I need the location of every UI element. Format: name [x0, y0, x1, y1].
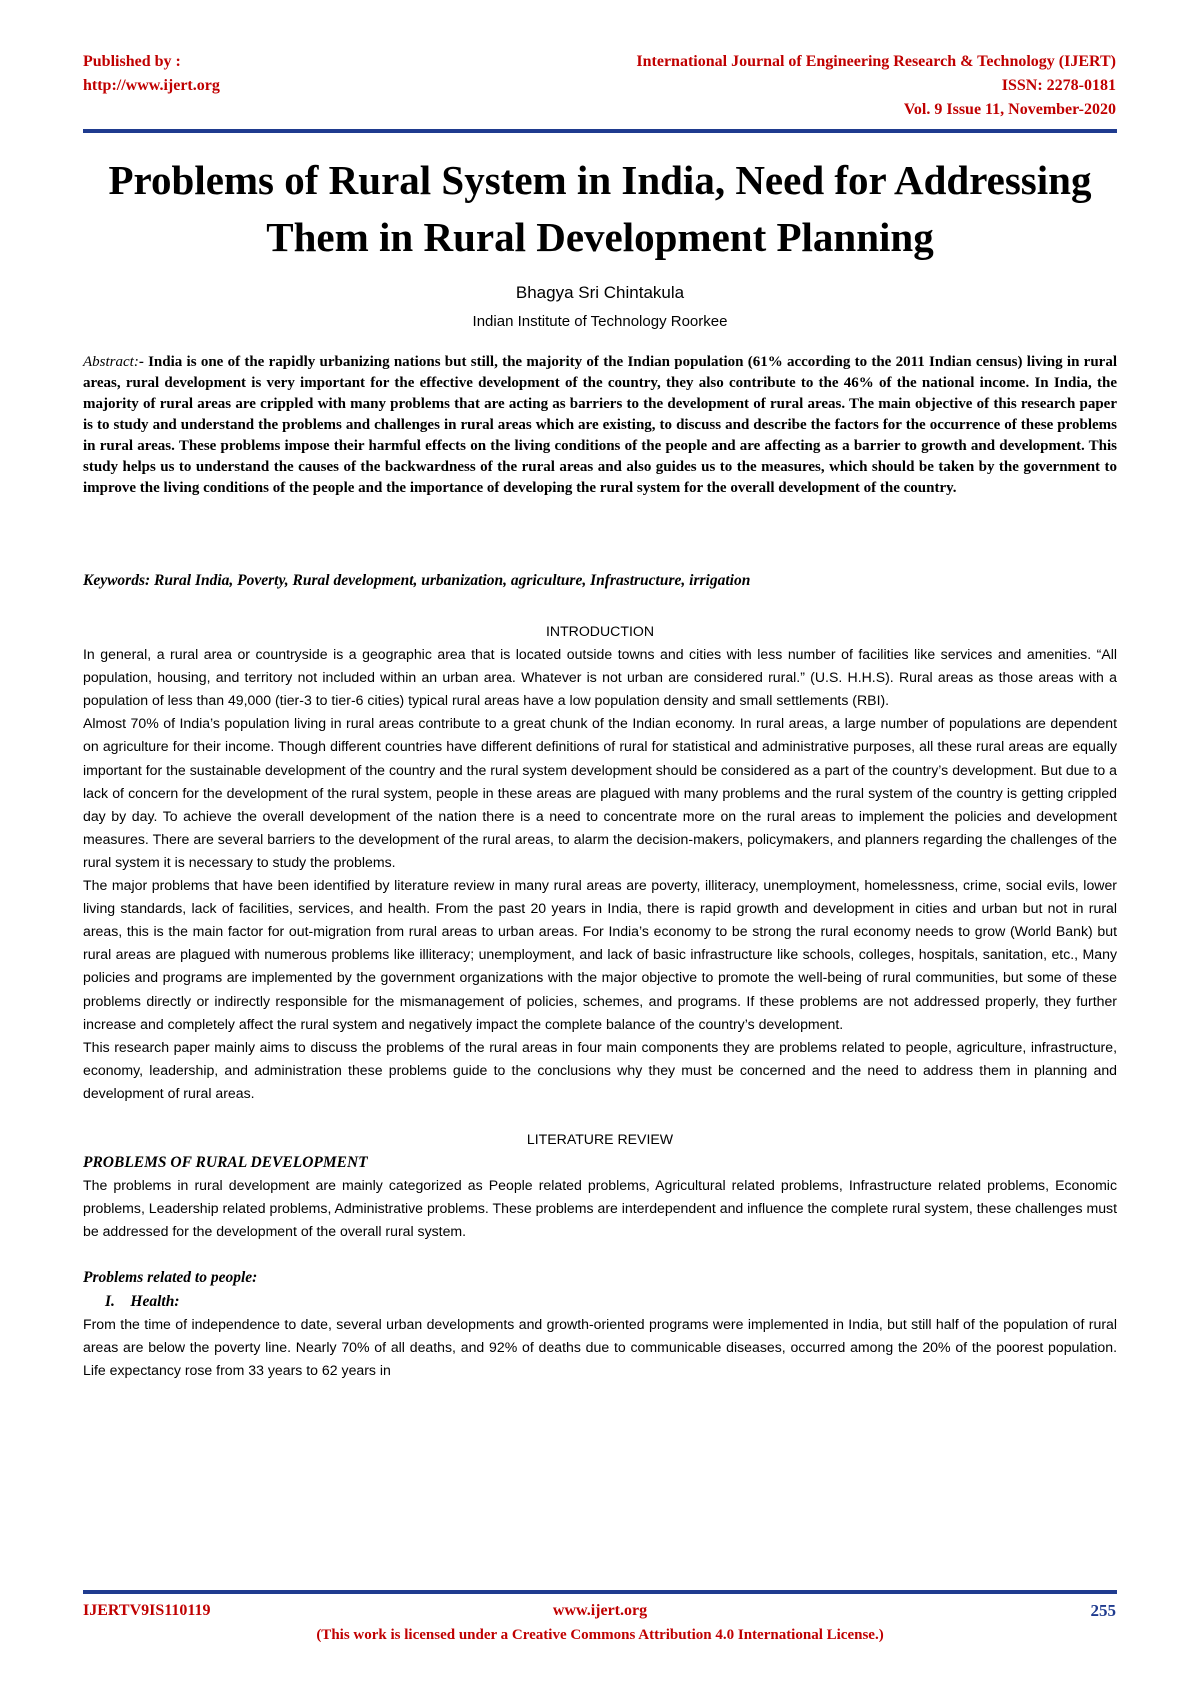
- health-paragraph: From the time of independence to date, several urban developments and growth-oriented programs were implemented in India, but still half of the population of rural areas are below the poverty line. Nearly 70% of all deaths, and 92% of deaths due to communicable diseases, occurred among the 20% of the poorest population. Life expectancy rose from 33 years to 62 years in: [83, 1315, 1117, 1378]
- paper-title: Problems of Rural System in India, Need for Addressing Them in Rural Development Planning: [108, 157, 1092, 260]
- journal-block: [636, 50, 1116, 122]
- paper-id: IJERTV9IS110119: [83, 1602, 211, 1619]
- keywords: Keywords: Rural India, Poverty, Rural development, urbanization, agriculture, Infrastructure, irrigation: [83, 572, 751, 589]
- paper-body: [83, 620, 1117, 1382]
- subsection-heading: PROBLEMS OF RURAL DEVELOPMENT: [83, 1154, 368, 1172]
- page-number: 255: [1090, 1601, 1116, 1620]
- journal-issn: ISSN: 2278-0181: [1001, 77, 1116, 94]
- footer-divider: [83, 1590, 1117, 1594]
- subsection-heading-people: Problems related to people:: [83, 1269, 258, 1287]
- author-name: Bhagya Sri Chintakula: [515, 283, 685, 302]
- publisher-website-link[interactable]: http://www.ijert.org: [83, 77, 220, 94]
- author-affiliation: Indian Institute of Technology Roorkee: [472, 313, 728, 330]
- journal-name: International Journal of Engineering Research & Technology (IJERT): [636, 53, 1116, 70]
- intro-paragraph: This research paper mainly aims to discuss the problems of the rural areas in four main components they are problems related to people, agriculture, infrastructure, economy, leadership, and administration these problems guide to the conclusions why they must be concerned and the need to address them in planning and development of rural areas.: [83, 1038, 1117, 1101]
- abstract: [83, 352, 1117, 499]
- publisher-block: [83, 50, 220, 98]
- journal-volume: Vol. 9 Issue 11, November-2020: [903, 101, 1116, 118]
- intro-paragraph: Almost 70% of India’s population living in rural areas contribute to a great chunk of the Indian economy. In rural areas, a large number of populations are dependent on agriculture for their income. Though different countries have different definitions of rural for statistical and administrative purposes, all these rural areas are equally important for the sustainable development of the country and the rural system development should be considered as a part of the country’s development. But due to a lack of concern for the development of the rural system, people in these areas are plagued with many problems and the rural system of the country is getting crippled day by day. To achieve the overall development of the nation there is a need to concentrate more on the rural areas to implement the policies and development measures. There are several barriers to the development of the rural areas, to alarm the decision-makers, policymakers, and planners regarding the challenges of the rural system it is necessary to study the problems.: [83, 715, 1117, 870]
- published-by: Published by :: [83, 53, 181, 70]
- subsection-heading-health: I. Health:: [105, 1292, 180, 1310]
- license-notice: (This work is licensed under a Creative Commons Attribution 4.0 International License.): [316, 1627, 884, 1643]
- header-divider: [83, 129, 1117, 133]
- abstract-text: - India is one of the rapidly urbanizing nations but still, the majority of the Indian population (61% according to the 2011 Indian census) living in rural areas, rural development is very important for the effective development of the country, they also contribute to the 46% of the national income. In India, the majority of rural areas are crippled with many problems that are acting as barriers to the development of rural areas. The main objective of this research paper is to study and understand the problems and challenges in rural areas which are existing, to discuss and describe the factors for the occurrence of these problems in rural areas. These problems impose their harmful effects on the living conditions of the people and are affecting as a barrier to growth and development. This study helps us to understand the causes of the backwardness of the rural areas and also guides us to the measures, which should be taken by the government to improve the living conditions of the people and the importance of developing the rural system for the overall development of the country.: [83, 354, 1117, 496]
- intro-paragraph: The major problems that have been identified by literature review in many rural areas are poverty, illiteracy, unemployment, homelessness, crime, social evils, lower living standards, lack of facilities, services, and health. From the past 20 years in India, there is rapid growth and development in cities and urban but not in rural areas, this is the main factor for out-migration from rural areas to urban areas. For India’s economy to be strong the rural economy needs to grow (World Bank) but rural areas are plagued with numerous problems like illiteracy; unemployment, and lack of basic infrastructure like schools, colleges, hospitals, sanitation, etc., Many policies and programs are implemented by the government organizations with the major objective to promote the well-being of rural communities, but some of these problems directly or indirectly responsible for the mismanagement of policies, schemes, and programs. If these problems are not addressed properly, they further increase and completely affect the rural system and negatively impact the complete balance of the country’s development.: [83, 877, 1117, 1032]
- intro-paragraph: In general, a rural area or countryside is a geographic area that is located outside towns and cities with less number of facilities like services and amenities. “All population, housing, and territory not included within an urban area. Whatever is not urban are considered rural.” (U.S. H.H.S). Rural areas as those areas with a population of less than 49,000 (tier-3 to tier-6 cities) typical rural areas have a low population density and small settlements (RBI).: [83, 646, 1117, 709]
- section-heading-introduction: INTRODUCTION: [545, 623, 655, 639]
- abstract-label: Abstract:: [83, 354, 139, 370]
- literature-paragraph: The problems in rural development are mainly categorized as People related problems, Agricultural related problems, Infrastructure related problems, Economic problems, Leadership related problems, Administrative problems. These problems are interdependent and influence the complete rural system, these challenges must be addressed for the development of the overall rural system.: [83, 1177, 1117, 1240]
- section-heading-literature-review: LITERATURE REVIEW: [526, 1130, 674, 1147]
- footer-website-link[interactable]: www.ijert.org: [552, 1602, 648, 1619]
